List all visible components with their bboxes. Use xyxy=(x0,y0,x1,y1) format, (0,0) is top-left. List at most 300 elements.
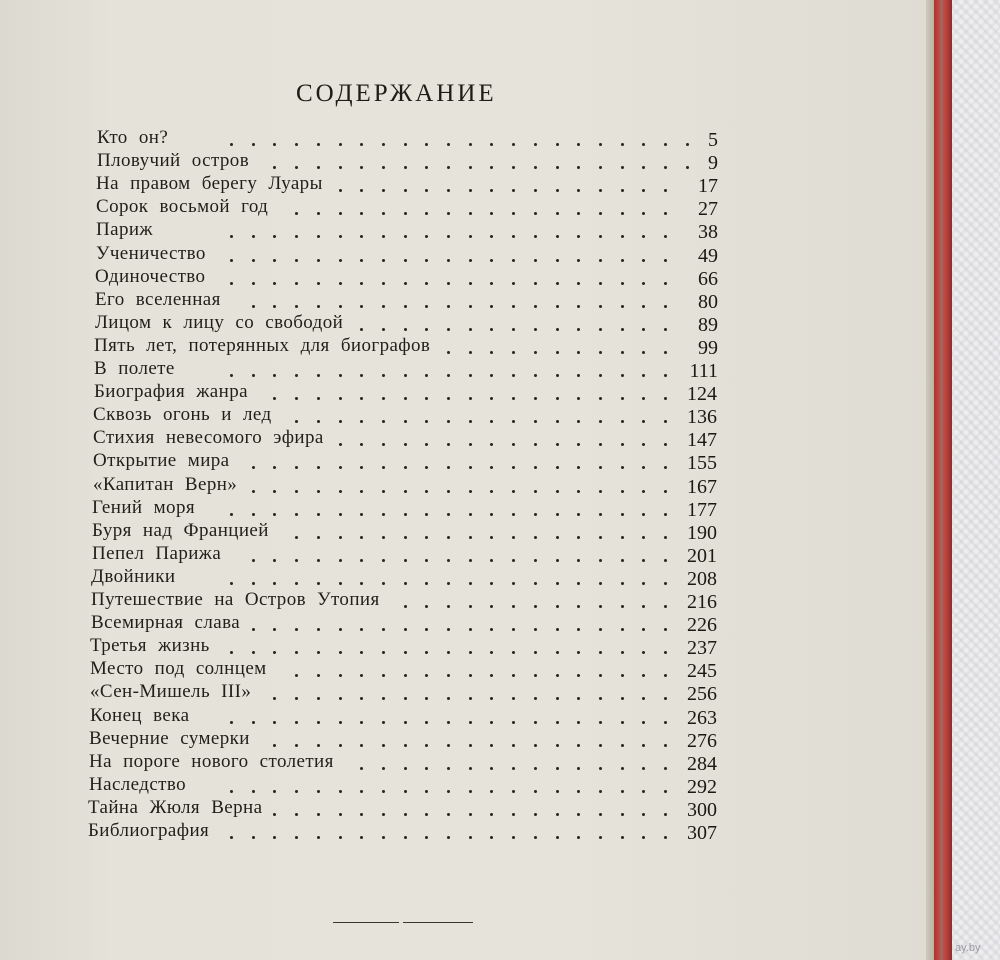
leader-dot xyxy=(534,721,537,724)
leader-dot xyxy=(273,697,276,700)
toc-entry-page: 111 xyxy=(689,360,718,382)
leader-dot xyxy=(599,836,602,839)
leader-dot xyxy=(642,628,645,631)
leader-dot xyxy=(317,235,320,238)
leader-dot xyxy=(230,374,233,377)
leader-dot xyxy=(512,189,515,192)
leader-dot xyxy=(512,305,515,308)
leader-dot xyxy=(339,212,342,215)
leader-dot xyxy=(642,490,645,493)
leader-dot xyxy=(621,143,624,146)
leader-dot xyxy=(382,212,385,215)
leader-dot xyxy=(642,305,645,308)
leader-dot xyxy=(599,282,602,285)
leader-dot xyxy=(577,235,580,238)
leader-dot xyxy=(556,351,559,354)
leader-dot xyxy=(577,443,580,446)
leader-dot xyxy=(382,559,385,562)
leader-dot xyxy=(556,443,559,446)
toc-entry xyxy=(96,218,718,242)
leader-dot xyxy=(447,582,450,585)
leader-dot xyxy=(534,582,537,585)
leader-dot xyxy=(577,559,580,562)
leader-dot xyxy=(273,490,276,493)
leader-dot xyxy=(642,651,645,654)
leader-dot xyxy=(642,420,645,423)
leader-dot xyxy=(534,305,537,308)
leader-dot xyxy=(317,790,320,793)
leader-dot xyxy=(577,536,580,539)
leader-dot xyxy=(664,674,667,677)
leader-dot xyxy=(599,651,602,654)
toc-entry xyxy=(93,449,717,473)
leader-dot xyxy=(273,836,276,839)
cover-stripe xyxy=(940,0,943,960)
leader-dot xyxy=(490,721,493,724)
toc-entry-page: 276 xyxy=(687,729,717,752)
leader-dot xyxy=(339,721,342,724)
leader-dot xyxy=(447,189,450,192)
leader-dot xyxy=(490,143,493,146)
leader-dot xyxy=(382,767,385,770)
leader-dot xyxy=(317,259,320,262)
leader-dot xyxy=(534,212,537,215)
leader-dot xyxy=(621,605,624,608)
leader-dot xyxy=(512,628,515,631)
leader-dot xyxy=(599,490,602,493)
leader-dot xyxy=(512,328,515,331)
leader-dot xyxy=(490,490,493,493)
leader-dot xyxy=(534,420,537,423)
leader-dot xyxy=(425,767,428,770)
leader-dot xyxy=(534,235,537,238)
leader-dot xyxy=(273,305,276,308)
leader-dot xyxy=(339,674,342,677)
leader-dot xyxy=(295,259,298,262)
leader-dot xyxy=(360,397,363,400)
leader-dot xyxy=(404,305,407,308)
leader-dot xyxy=(252,282,255,285)
leader-dot xyxy=(490,443,493,446)
toc-entry-page: 208 xyxy=(687,567,717,590)
leader-dot xyxy=(664,166,667,169)
toc-entry xyxy=(92,542,717,566)
leader-dot xyxy=(490,189,493,192)
leader-dot xyxy=(382,651,385,654)
leader-dot xyxy=(252,582,255,585)
leader-dot xyxy=(469,282,472,285)
leader-dot xyxy=(447,767,450,770)
leader-dot xyxy=(230,582,233,585)
leader-dot xyxy=(642,513,645,516)
leader-dot xyxy=(621,628,624,631)
leader-dot xyxy=(642,813,645,816)
leader-dot xyxy=(664,143,667,146)
toc-entry-title: Одиночество xyxy=(95,265,206,287)
leader-dot xyxy=(599,305,602,308)
leader-dot xyxy=(577,212,580,215)
leader-dot xyxy=(512,420,515,423)
leader-dot xyxy=(664,513,667,516)
leader-dot xyxy=(295,420,298,423)
leader-dot xyxy=(621,328,624,331)
toc-entry-title: Буря над Францией xyxy=(92,519,269,541)
leader-dot xyxy=(534,813,537,816)
leader-dot xyxy=(360,328,363,331)
leader-dot xyxy=(599,466,602,469)
leader-dot xyxy=(425,212,428,215)
toc-entry-title: Ученичество xyxy=(96,242,206,264)
leader-dot xyxy=(642,212,645,215)
leader-dot xyxy=(621,651,624,654)
toc-entry xyxy=(95,311,718,335)
leader-dot xyxy=(599,674,602,677)
leader-dot xyxy=(577,328,580,331)
toc-entry xyxy=(89,727,717,751)
leader-dot xyxy=(447,235,450,238)
leader-dot xyxy=(382,305,385,308)
leader-dot xyxy=(599,166,602,169)
leader-dot xyxy=(577,813,580,816)
leader-dot xyxy=(577,305,580,308)
leader-dot xyxy=(295,559,298,562)
leader-dot xyxy=(404,282,407,285)
leader-dot xyxy=(490,282,493,285)
leader-dot xyxy=(599,582,602,585)
leader-dot xyxy=(621,420,624,423)
leader-dot xyxy=(273,282,276,285)
leader-dot xyxy=(664,351,667,354)
toc-entry-title: Пепел Парижа xyxy=(92,542,222,564)
leader-dot xyxy=(556,305,559,308)
leader-dot xyxy=(577,582,580,585)
leader-dot xyxy=(273,721,276,724)
leader-dot xyxy=(404,259,407,262)
leader-dot xyxy=(469,697,472,700)
leader-dot xyxy=(577,836,580,839)
toc-entry-title: Наследство xyxy=(89,773,186,795)
leader-dot xyxy=(230,651,233,654)
leader-dot xyxy=(621,513,624,516)
toc-entry-page: 9 xyxy=(708,152,718,175)
leader-dot xyxy=(490,466,493,469)
leader-dot xyxy=(621,397,624,400)
leader-dot xyxy=(599,721,602,724)
leader-dot xyxy=(642,235,645,238)
toc-entry xyxy=(90,704,717,728)
leader-dot xyxy=(664,605,667,608)
leader-dot xyxy=(556,212,559,215)
toc-entry-title: Пловучий остров xyxy=(97,150,250,172)
toc-entry-page: 307 xyxy=(687,822,717,844)
leader-dot xyxy=(252,790,255,793)
leader-dot xyxy=(252,374,255,377)
leader-dot xyxy=(512,744,515,747)
leader-dot xyxy=(425,235,428,238)
leader-dot xyxy=(339,466,342,469)
leader-dot xyxy=(512,721,515,724)
leader-dot xyxy=(360,582,363,585)
leader-dot xyxy=(490,744,493,747)
leader-dot xyxy=(252,513,255,516)
leader-dot xyxy=(339,697,342,700)
leader-dot xyxy=(425,305,428,308)
leader-dot xyxy=(556,374,559,377)
leader-dot xyxy=(382,328,385,331)
leader-dot xyxy=(512,466,515,469)
leader-dot xyxy=(425,744,428,747)
leader-dot xyxy=(490,767,493,770)
leader-dot xyxy=(447,443,450,446)
leader-dot xyxy=(273,235,276,238)
toc-entry-page: 124 xyxy=(687,383,717,406)
leader-dot xyxy=(252,651,255,654)
leader-dot xyxy=(295,397,298,400)
leader-dot xyxy=(425,605,428,608)
leader-dot xyxy=(556,674,559,677)
leader-dot xyxy=(512,813,515,816)
leader-dot xyxy=(556,189,559,192)
leader-dot xyxy=(382,420,385,423)
leader-dot xyxy=(621,559,624,562)
leader-dot xyxy=(425,143,428,146)
leader-dot xyxy=(490,259,493,262)
toc-entry-title: В полете xyxy=(94,358,175,379)
leader-dot xyxy=(425,374,428,377)
book-cover-edge xyxy=(934,0,952,960)
leader-dot xyxy=(273,513,276,516)
toc-entry-page: 216 xyxy=(687,591,717,613)
leader-dot xyxy=(469,790,472,793)
leader-dot xyxy=(469,443,472,446)
leader-dot xyxy=(317,559,320,562)
leader-dot xyxy=(599,559,602,562)
leader-dot xyxy=(425,166,428,169)
leader-dot xyxy=(621,351,624,354)
leader-dot xyxy=(339,744,342,747)
leader-dot xyxy=(404,166,407,169)
leader-dot xyxy=(621,721,624,724)
leader-dot xyxy=(382,166,385,169)
leader-dot xyxy=(556,166,559,169)
toc-entry-title: Сквозь огонь и лед xyxy=(93,404,272,426)
leader-dot xyxy=(512,513,515,516)
leader-dot xyxy=(425,490,428,493)
leader-dot xyxy=(642,466,645,469)
leader-dot xyxy=(642,674,645,677)
leader-dot xyxy=(317,466,320,469)
leader-dot xyxy=(599,744,602,747)
leader-dot xyxy=(534,536,537,539)
leader-dot xyxy=(534,836,537,839)
leader-dot xyxy=(621,212,624,215)
leader-dot xyxy=(577,744,580,747)
leader-dot xyxy=(273,259,276,262)
leader-dot xyxy=(577,628,580,631)
leader-dot xyxy=(295,813,298,816)
leader-dot xyxy=(425,559,428,562)
leader-dot xyxy=(534,397,537,400)
leader-dot xyxy=(577,651,580,654)
toc-entry-page: 136 xyxy=(687,406,717,429)
leader-dot xyxy=(447,374,450,377)
leader-dot xyxy=(317,651,320,654)
leader-dot xyxy=(490,420,493,423)
leader-dot xyxy=(556,536,559,539)
leader-dot xyxy=(664,559,667,562)
leader-dot xyxy=(447,651,450,654)
leader-dot xyxy=(339,143,342,146)
leader-dot xyxy=(556,628,559,631)
leader-dot xyxy=(512,767,515,770)
leader-dot xyxy=(577,605,580,608)
leader-dot xyxy=(252,628,255,631)
leader-dot xyxy=(534,790,537,793)
leader-dot xyxy=(360,374,363,377)
leader-dot xyxy=(577,790,580,793)
leader-dot xyxy=(556,490,559,493)
leader-dot xyxy=(317,513,320,516)
leader-dot xyxy=(295,697,298,700)
leader-dot xyxy=(447,143,450,146)
leader-dot xyxy=(621,443,624,446)
leader-dot xyxy=(642,189,645,192)
leader-dot xyxy=(599,628,602,631)
leader-dot xyxy=(621,582,624,585)
leader-dot xyxy=(512,674,515,677)
leader-dot xyxy=(642,443,645,446)
leader-dot xyxy=(469,189,472,192)
leader-dot xyxy=(577,513,580,516)
toc-entry-title: Гений моря xyxy=(92,496,195,518)
toc-entry-title: Сорок восьмой год xyxy=(96,196,269,218)
leader-dot xyxy=(664,189,667,192)
leader-dot xyxy=(447,212,450,215)
leader-dot xyxy=(534,328,537,331)
leader-dot xyxy=(273,143,276,146)
leader-dot xyxy=(252,259,255,262)
leader-dot xyxy=(404,189,407,192)
leader-dot xyxy=(404,744,407,747)
toc-entry-title: Место под солнцем xyxy=(90,658,267,680)
leader-dot xyxy=(425,674,428,677)
leader-dot xyxy=(512,351,515,354)
toc-entry-page: 190 xyxy=(687,521,717,544)
leader-dot xyxy=(317,836,320,839)
leader-dot xyxy=(382,235,385,238)
leader-dot xyxy=(577,767,580,770)
leader-dot xyxy=(621,305,624,308)
leader-dot xyxy=(339,651,342,654)
toc-entry xyxy=(96,195,718,219)
leader-dot xyxy=(556,259,559,262)
toc-entry xyxy=(89,750,717,774)
leader-dot xyxy=(317,744,320,747)
leader-dot xyxy=(512,651,515,654)
leader-dot xyxy=(469,674,472,677)
leader-dot xyxy=(664,836,667,839)
leader-dot xyxy=(273,582,276,585)
leader-dot xyxy=(382,282,385,285)
leader-dot xyxy=(360,143,363,146)
leader-dot xyxy=(447,397,450,400)
leader-dot xyxy=(404,536,407,539)
leader-dot xyxy=(447,305,450,308)
leader-dot xyxy=(425,397,428,400)
leader-dot xyxy=(642,282,645,285)
leader-dot xyxy=(404,605,407,608)
leader-dot xyxy=(664,420,667,423)
toc-entry-title: На пороге нового столетия xyxy=(89,750,334,772)
leader-dot xyxy=(425,536,428,539)
leader-dot xyxy=(382,189,385,192)
leader-dot xyxy=(252,490,255,493)
leader-dot xyxy=(382,259,385,262)
leader-dot xyxy=(599,536,602,539)
end-rule-left xyxy=(333,922,399,923)
leader-dot xyxy=(599,697,602,700)
leader-dot xyxy=(360,166,363,169)
leader-dot xyxy=(273,166,276,169)
leader-dot xyxy=(577,466,580,469)
leader-dot xyxy=(556,767,559,770)
leader-dot xyxy=(469,582,472,585)
leader-dot xyxy=(556,744,559,747)
leader-dot xyxy=(273,397,276,400)
leader-dot xyxy=(469,466,472,469)
leader-dot xyxy=(469,559,472,562)
leader-dot xyxy=(295,790,298,793)
leader-dot xyxy=(447,466,450,469)
leader-dot xyxy=(534,374,537,377)
leader-dot xyxy=(425,651,428,654)
leader-dot xyxy=(382,397,385,400)
leader-dot xyxy=(621,189,624,192)
leader-dot xyxy=(642,767,645,770)
leader-dot xyxy=(577,166,580,169)
leader-dot xyxy=(664,536,667,539)
toc-entry xyxy=(88,819,717,843)
leader-dot xyxy=(534,166,537,169)
leader-dot xyxy=(664,466,667,469)
leader-dot xyxy=(404,697,407,700)
leader-dot xyxy=(469,490,472,493)
toc-entry xyxy=(95,288,718,312)
toc-entry-page: 167 xyxy=(687,475,717,498)
toc-entry-title: Тайна Жюля Верна xyxy=(88,796,263,818)
leader-dot xyxy=(339,282,342,285)
leader-dot xyxy=(556,651,559,654)
leader-dot xyxy=(447,513,450,516)
leader-dot xyxy=(664,443,667,446)
leader-dot xyxy=(317,166,320,169)
toc-entry-title: Париж xyxy=(96,219,153,241)
leader-dot xyxy=(295,143,298,146)
leader-dot xyxy=(295,674,298,677)
leader-dot xyxy=(425,420,428,423)
toc-entry-title: «Сен-Мишель III» xyxy=(90,681,252,703)
toc-entry-title: Двойники xyxy=(91,565,176,587)
toc-entry-page: 89 xyxy=(698,313,718,336)
toc-entry xyxy=(89,773,717,797)
leader-dot xyxy=(534,559,537,562)
leader-dot xyxy=(534,628,537,631)
leader-dot xyxy=(490,351,493,354)
leader-dot xyxy=(404,813,407,816)
leader-dot xyxy=(230,259,233,262)
leader-dot xyxy=(360,282,363,285)
leader-dot xyxy=(577,420,580,423)
